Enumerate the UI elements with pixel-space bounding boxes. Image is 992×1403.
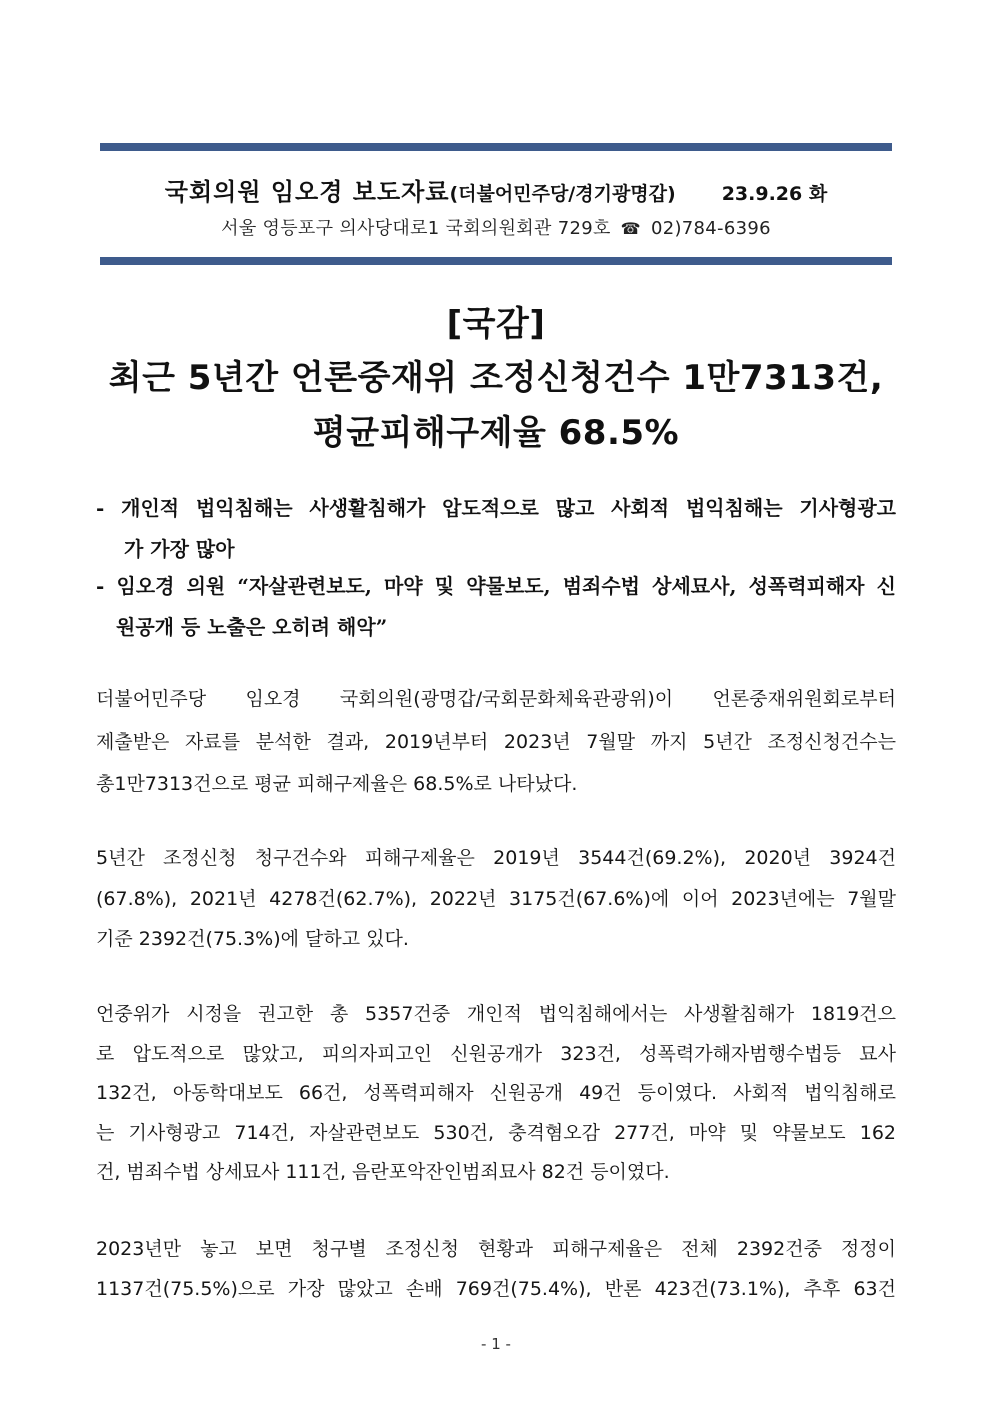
body-line: 1137건(75.5%)으로 가장 많았고 손배 769건(75.4%), 반론 423건(73.1%), 추후 63건 [96,1278,896,1300]
body-line: (67.8%), 2021년 4278건(62.7%), 2022년 3175건(67.6%)에 이어 2023년에는 7월말 [96,888,896,910]
header-title-row [100,172,892,206]
header-address: 서울 영등포구 의사당대로1 국회의원회관 729호 [221,218,611,239]
body-line: 5년간 조정신청 청구건수와 피해구제율은 2019년 3544건(69.2%), 2020년 3924건 [96,847,896,869]
body-line: 로 압도적으로 많았고, 피의자피고인 신원공개가 323건, 성폭력가해자범행수법등 묘사 [96,1043,896,1065]
body-line: 언중위가 시정을 권고한 총 5357건중 개인적 법익침해에서는 사생활침해가 1819건으 [96,1003,896,1025]
body-line: 더불어민주당 임오경 국회의원(광명갑/국회문화체육관광위)이 언론중재위원회로부터 [96,688,896,710]
headline-line: 평균피해구제율 68.5% [312,413,680,453]
subhead-line: - 개인적 법익침해는 사생활침해가 압도적으로 많고 사회적 법익침해는 기사형광고 [96,496,896,520]
body-line: 2023년만 놓고 보면 청구별 조정신청 현황과 피해구제율은 전체 2392건중 정정이 [96,1238,896,1260]
subhead-line: 가 가장 많아 [124,537,235,561]
body-line: 132건, 아동학대보도 66건, 성폭력피해자 신원공개 49건 등이였다. 사회적 법익침해로 [96,1082,896,1104]
body-line: 건, 범죄수법 상세묘사 111건, 음란포악잔인범죄묘사 82건 등이였다. [96,1161,670,1183]
header-title: 국회의원 임오경 보도자료 [164,178,450,206]
header-top-rule [100,143,892,151]
header-party: (더불어민주당/경기광명갑) [449,183,676,205]
headline-tag: [국감] [446,304,546,344]
body-line: 는 기사형광고 714건, 자살관련보도 530건, 충격혐오감 277건, 마약 및 약물보도 162 [96,1122,896,1144]
page-number: - 1 - [481,1335,511,1353]
header-date: 23.9.26 화 [721,183,828,205]
headline-line: 최근 5년간 언론중재위 조정신청건수 1만7313건, [108,358,884,398]
telephone-icon: ☎ [620,219,641,238]
body-line: 기준 2392건(75.3%)에 달하고 있다. [96,928,409,950]
header-bottom-rule [100,257,892,265]
header-phone: 02)784-6396 [650,218,771,239]
header-address-row [100,214,892,240]
body-line: 제출받은 자료를 분석한 결과, 2019년부터 2023년 7월말 까지 5년간 조정신청건수는 [96,731,896,753]
subhead-line: 원공개 등 노출은 오히려 해악” [116,615,388,639]
body-line: 총1만7313건으로 평균 피해구제율은 68.5%로 나타났다. [96,773,578,795]
subhead-line: - 임오경 의원 “자살관련보도, 마약 및 약물보도, 범죄수법 상세묘사, 성폭력피해자 신 [96,574,896,598]
